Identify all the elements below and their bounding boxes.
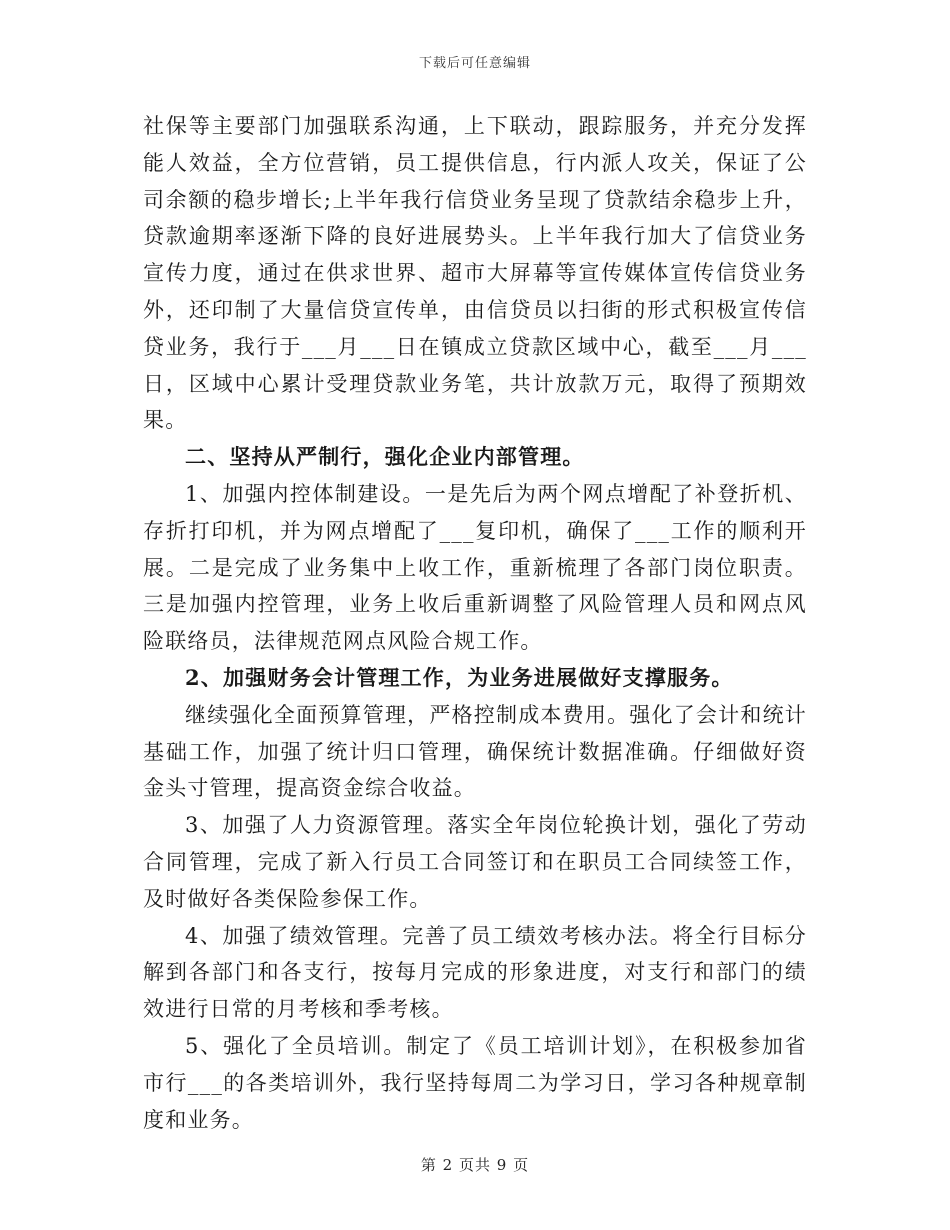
section-heading-2: 二、坚持从严制行，强化企业内部管理。 <box>185 444 585 470</box>
page-number-footer: 第 2 页共 9 页 <box>420 1156 530 1174</box>
page-header: 下载后可任意编辑 <box>418 56 531 71</box>
paragraph-training: 5、强化了全员培训。制定了《员工培训计划》，在积极参加省市行___的各类培训外，我行坚持每周二为学习日，学习各种规章制度和业务。 <box>143 1033 807 1132</box>
document-body <box>143 108 807 1138</box>
paragraph-performance: 4、加强了绩效管理。完善了员工绩效考核办法。将全行目标分解到各部门和各支行，按每月完成的形象进度，对支行和部门的绩效进行日常的月考核和季考核。 <box>143 923 807 1022</box>
paragraph-hr: 3、加强了人力资源管理。落实全年岗位轮换计划，强化了劳动合同管理，完成了新入行员工合同签订和在职员工合同续签工作，及时做好各类保险参保工作。 <box>143 813 807 911</box>
paragraph-internal-control: 1、加强内控体制建设。一是先后为两个网点增配了补登折机、存折打印机，并为网点增配了___复印机，确保了___工作的顺利开展。二是完成了业务集中上收工作，重新梳理了各部门岗位职责。三是加强内控管理，业务上收后重新调整了风险管理人员和网点风险联络员，法律规范网点风险合规工作。 <box>143 481 807 654</box>
paragraph-budget: 继续强化全面预算管理，严格控制成本费用。强化了会计和统计基础工作，加强了统计归口管理，确保统计数据准确。仔细做好资金头寸管理，提高资金综合收益。 <box>143 702 807 801</box>
paragraph-1: 社保等主要部门加强联系沟通，上下联动，跟踪服务，并充分发挥能人效益，全方位营销，员工提供信息，行内派人攻关，保证了公司余额的稳步增长;上半年我行信贷业务呈现了贷款结余稳步上升，贷款逾期率逐渐下降的良好进展势头。上半年我行加大了信贷业务宣传力度，通过在供求世界、超市大屏幕等宣传媒体宣传信贷业务外，还印制了大量信贷宣传单，由信贷员以扫街的形式积极宣传信贷业务，我行于___月___日在镇成立贷款区域中心，截至___月___日，区域中心累计受理贷款业务笔，共计放款万元，取得了预期效果。 <box>143 114 807 433</box>
subsection-heading-finance: 2、加强财务会计管理工作，为业务进展做好支撑服务。 <box>185 664 734 690</box>
